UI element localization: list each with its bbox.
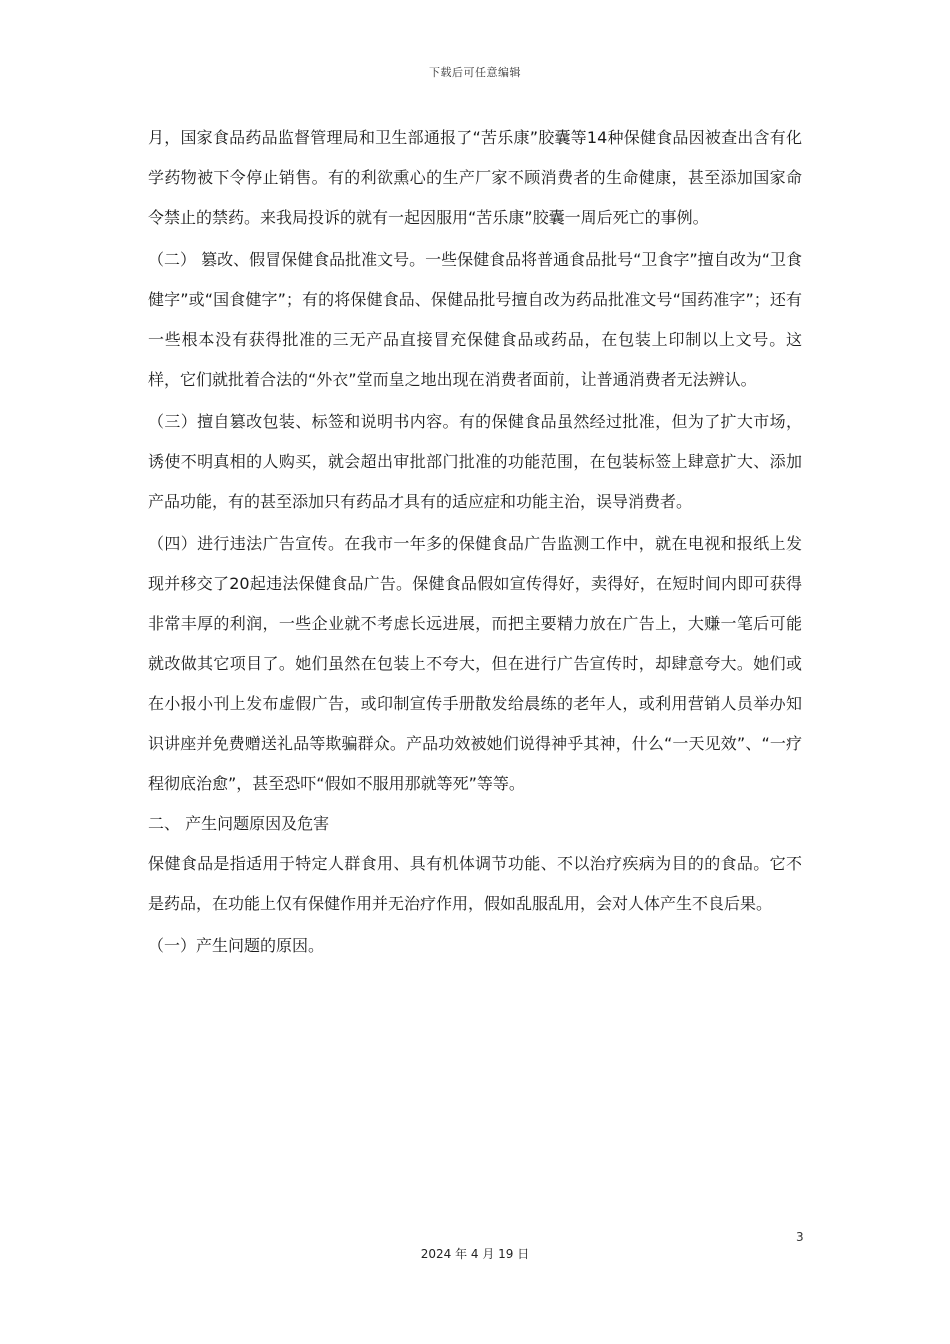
page-header: 下载后可任意编辑 <box>429 66 521 79</box>
paragraph-section-2: （二） 篡改、假冒保健食品批准文号。一些保健食品将普通食品批号“卫食字”擅自改为“卫食健字”或“国食健字”；有的将保健食品、保健品批号擅自改为药品批准文号“国药准字”；还有一些根本没有获得批准的三无产品直接冒充保健食品或药品，在包装上印制以上文号。这样，它们就批着合法的“外衣”堂而皇之地出现在消费者面前，让普通消费者无法辨认。 <box>148 250 802 389</box>
paragraph-continuation: 月，国家食品药品监督管理局和卫生部通报了“苦乐康”胶囊等14种保健食品因被查出含有化学药物被下令停止销售。有的利欲熏心的生产厂家不顾消费者的生命健康，甚至添加国家命令禁止的禁药。来我局投诉的就有一起因服用“苦乐康”胶囊一周后死亡的事例。 <box>148 128 802 227</box>
document-body <box>148 118 802 966</box>
footer-date: 2024 年 4 月 19 日 <box>420 1247 530 1261</box>
paragraph-section-3: （三）擅自篡改包装、标签和说明书内容。有的保健食品虽然经过批准，但为了扩大市场，诱使不明真相的人购买，就会超出审批部门批准的功能范围，在包装标签上肆意扩大、添加产品功能，有的甚至添加只有药品才具有的适应症和功能主治，误导消费者。 <box>148 412 802 511</box>
section-heading: 二、 产生问题原因及危害 <box>148 814 330 833</box>
paragraph-section-4: （四）进行违法广告宣传。在我市一年多的保健食品广告监测工作中，就在电视和报纸上发现并移交了20起违法保健食品广告。保健食品假如宣传得好，卖得好，在短时间内即可获得非常丰厚的利润，一些企业就不考虑长远进展，而把主要精力放在广告上，大赚一笔后可能就改做其它项目了。她们虽然在包装上不夸大，但在进行广告宣传时，却肆意夸大。她们或在小报小刊上发布虚假广告，或印制宣传手册散发给晨练的老年人，或利用营销人员举办知识讲座并免费赠送礼品等欺骗群众。产品功效被她们说得神乎其神，什么“一天见效”、“一疗程彻底治愈”，甚至恐吓“假如不服用那就等死”等等。 <box>148 534 802 793</box>
paragraph-definition: 保健食品是指适用于特定人群食用、具有机体调节功能、不以治疗疾病为目的的食品。它不是药品，在功能上仅有保健作用并无治疗作用，假如乱服乱用，会对人体产生不良后果。 <box>148 854 802 913</box>
subsection-heading: （一）产生问题的原因。 <box>148 936 325 955</box>
page-number: 3 <box>796 1230 804 1244</box>
